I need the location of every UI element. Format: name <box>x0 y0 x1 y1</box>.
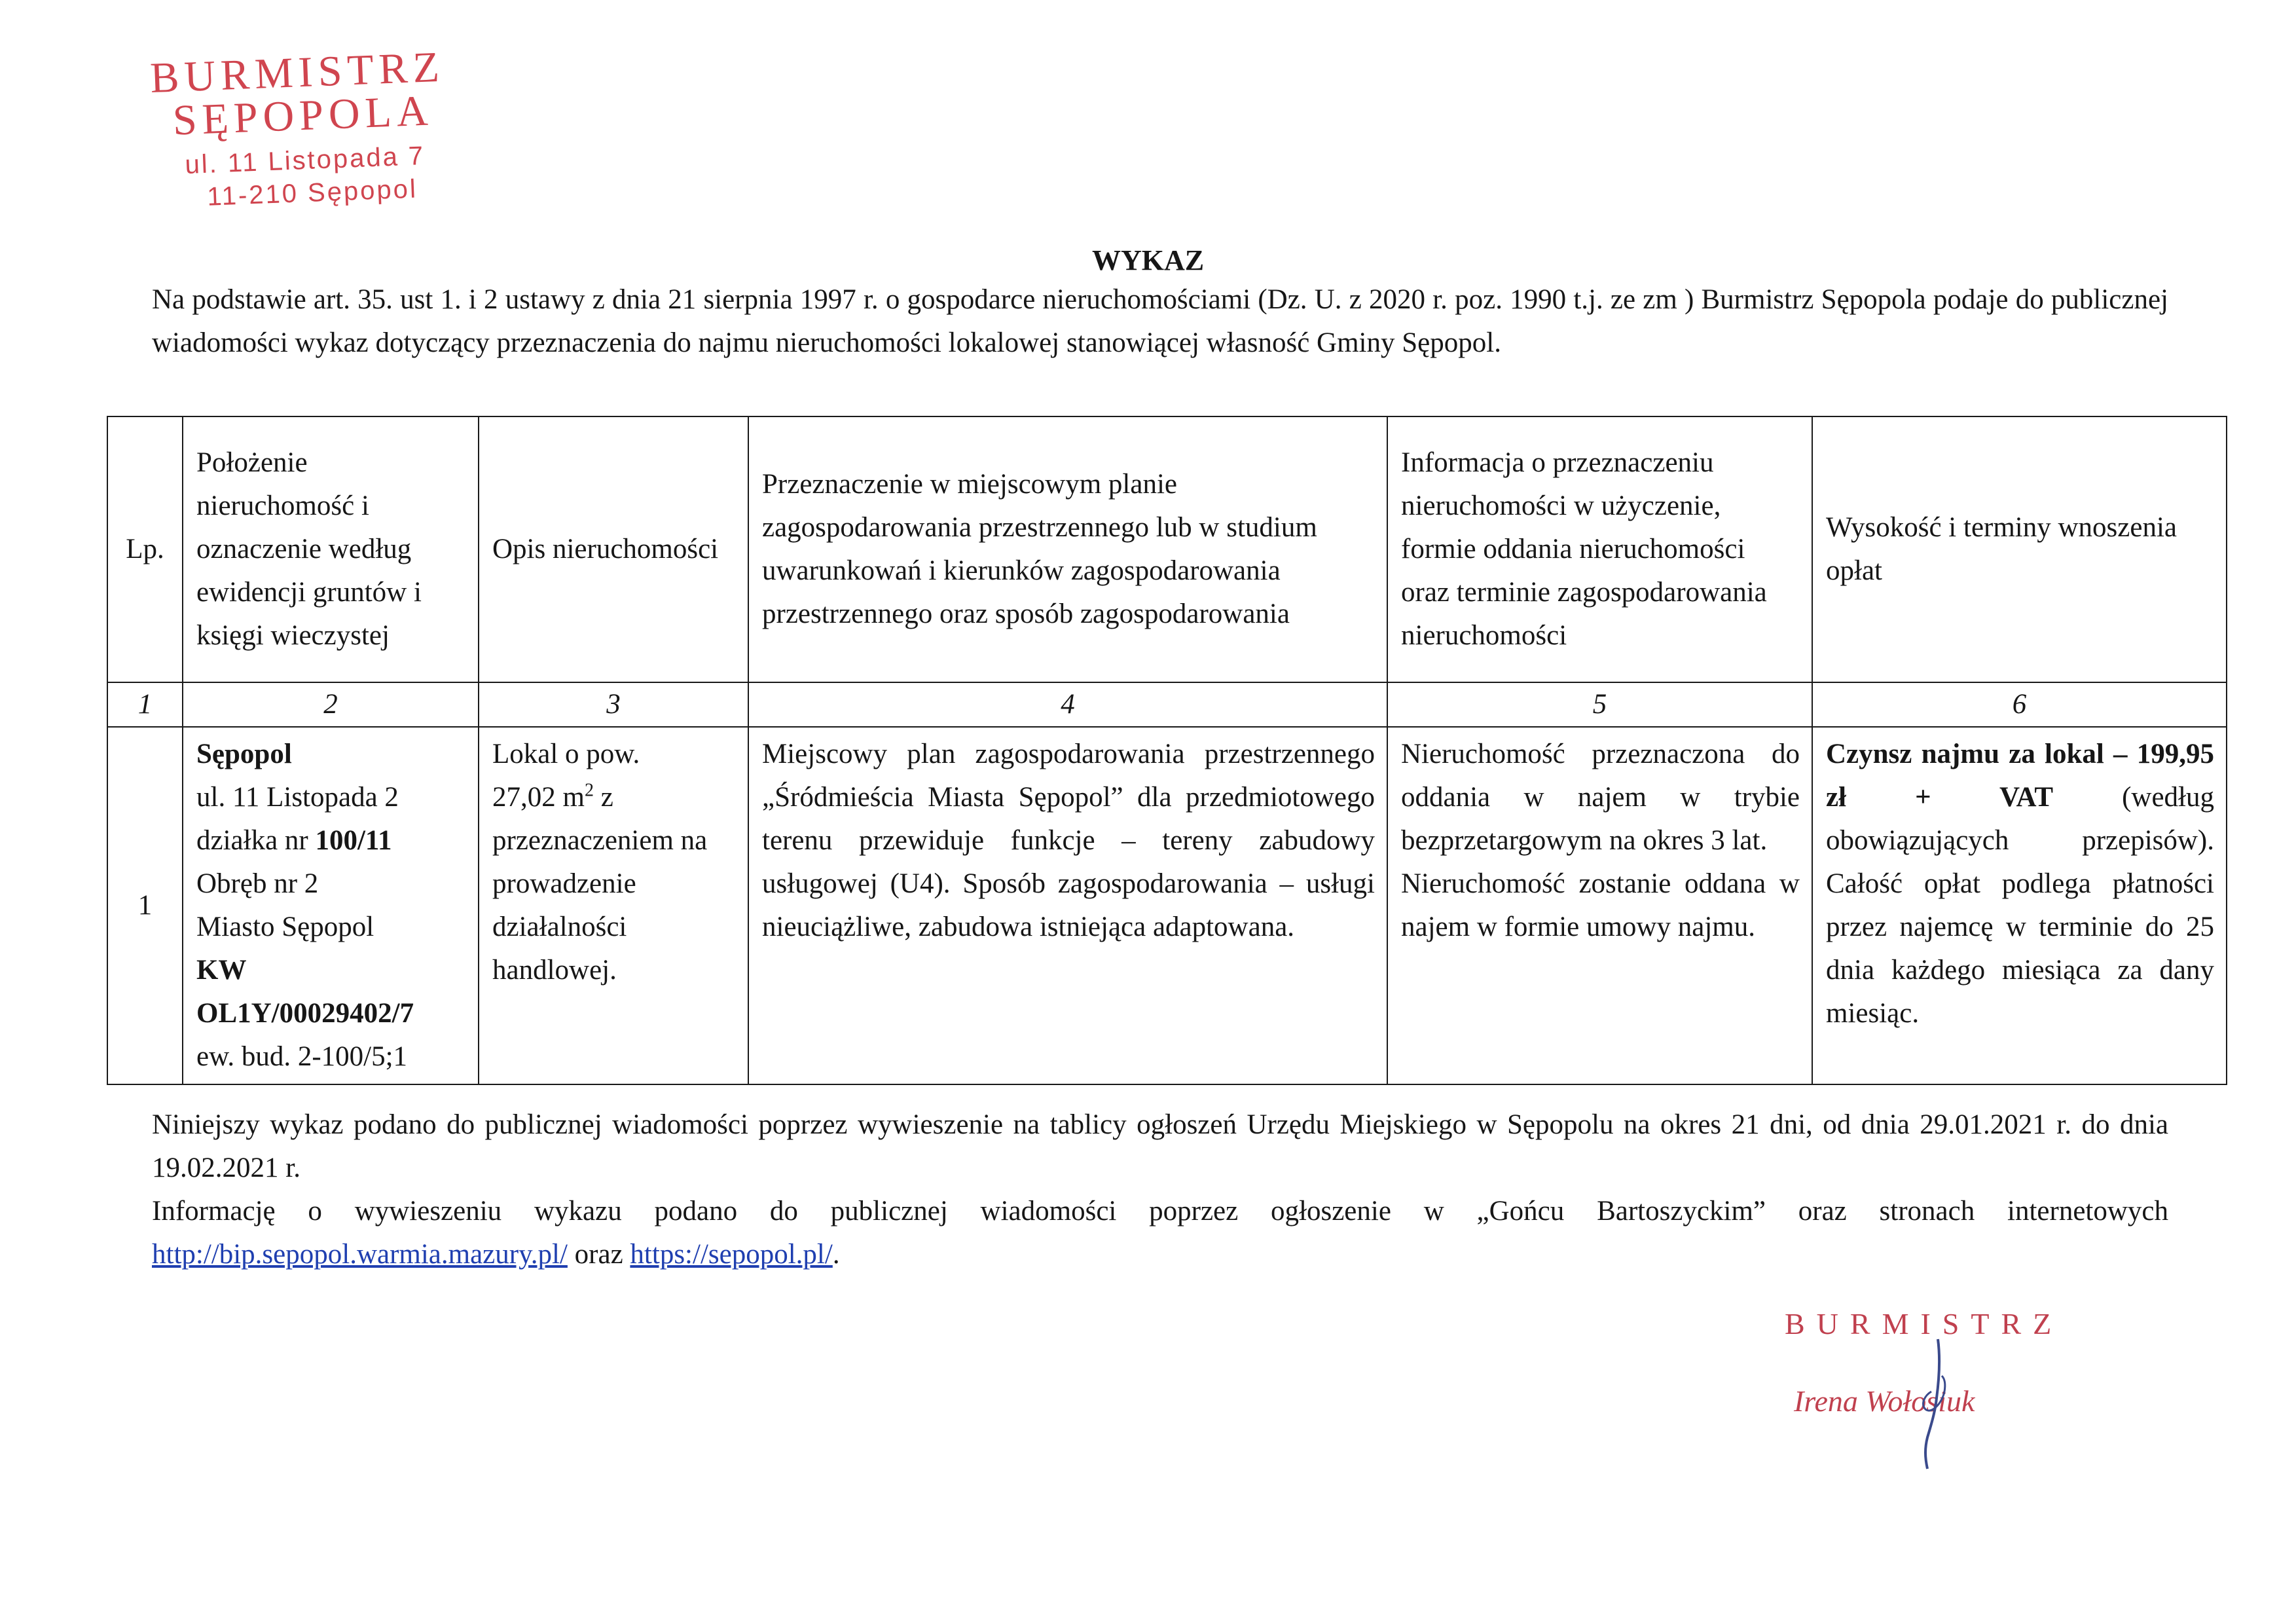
location-plot <box>196 819 466 862</box>
header-plan: Przeznaczenie w miejscowym planie zagospodarowania przestrzennego lub w studium uwarunkowań i kierunków zagospodarowania przestrzennego oraz sposób zagospodarowania <box>748 416 1387 682</box>
description-line: Lokal o pow. <box>492 739 640 769</box>
header-info: Informacja o przeznaczeniu nieruchomości w użyczenie, formie oddania nieruchomości oraz terminie zagospodarowania nieruchomości <box>1387 416 1812 682</box>
stamp-line-title: BURMISTRZ <box>149 43 446 102</box>
column-number: 4 <box>748 682 1387 727</box>
plot-prefix: działka nr <box>196 825 316 856</box>
header-location: Położenie nieruchomość i oznaczenie według ewidencji gruntów i księgi wieczystej <box>183 416 479 682</box>
row-plan: Miejscowy plan zagospodarowania przestrzennego „Śródmieścia Miasta Sępopol” dla przedmiotowego terenu przewiduje funkcje – tereny zabudowy usługowej (U4). Sposób zagospodarowania – usługi nieuciążliwe, zabudowa istniejąca adaptowana. <box>748 727 1387 1084</box>
website-link[interactable]: https://sepopol.pl/ <box>630 1239 833 1270</box>
stamp-line-street: ul. 11 Listopada 7 <box>184 141 426 180</box>
row-info <box>1387 727 1812 1084</box>
row-description <box>479 727 748 1084</box>
footer-paragraph-posting: Niniejszy wykaz podano do publicznej wiadomości poprzez wywieszenie na tablicy ogłoszeń Urzędu Miejskiego w Sępopolu na okres 21 dni, od dnia 29.01.2021 r. do dnia 19.02.2021 r. <box>152 1109 2168 1183</box>
table-row <box>107 727 2227 1084</box>
mayor-signature-stamp <box>1768 1306 2108 1477</box>
column-number: 2 <box>183 682 479 727</box>
footer-notice <box>152 1103 2168 1276</box>
official-stamp <box>149 40 516 212</box>
row-location <box>183 727 479 1084</box>
stamp-line-postcode: 11-210 Sępopol <box>206 174 418 212</box>
signature-title: BURMISTRZ <box>1785 1307 2064 1340</box>
column-number: 1 <box>107 682 183 727</box>
location-precinct: Obręb nr 2 <box>196 868 319 899</box>
column-number: 6 <box>1812 682 2227 727</box>
fee-terms: (według obowiązujących przepisów). Całość opłat podlega płatności przez najemcę w terminie do 25 dnia każdego miesiąca za dany miesiąc. <box>1826 782 2214 1029</box>
handwritten-signature-mark <box>1899 1320 1977 1477</box>
land-register-number: OL1Y/00029402/7 <box>196 998 414 1029</box>
area-suffix: z <box>593 782 613 813</box>
description-purpose: przeznaczeniem na prowadzenie działalności handlowej. <box>492 825 708 986</box>
row-lp: 1 <box>107 727 183 1084</box>
area-unit-exponent: 2 <box>584 780 594 801</box>
footer-paragraph-announcement <box>152 1190 2168 1276</box>
footer-period: . <box>832 1239 840 1270</box>
plot-number: 100/11 <box>315 825 392 856</box>
location-street: ul. 11 Listopada 2 <box>196 782 399 813</box>
header-lp: Lp. <box>107 416 183 682</box>
location-town: Sępopol <box>196 739 292 769</box>
table-header-row <box>107 416 2227 682</box>
column-number-row <box>107 682 2227 727</box>
intro-paragraph: Na podstawie art. 35. ust 1. i 2 ustawy z dnia 21 sierpnia 1997 r. o gospodarce nieruchomościami (Dz. U. z 2020 r. poz. 1990 t.j. ze zm ) Burmistrz Sępopola podaje do publicznej wiadomości wykaz dotyczący przeznaczenia do najmu nieruchomości lokalowej stanowiącej własność Gminy Sępopol. <box>152 284 2168 358</box>
header-description: Opis nieruchomości <box>479 416 748 682</box>
row-fees <box>1812 727 2227 1084</box>
document-title: WYKAZ <box>1091 244 1205 276</box>
bip-link[interactable]: http://bip.sepopol.warmia.mazury.pl/ <box>152 1239 568 1270</box>
column-number: 3 <box>479 682 748 727</box>
location-city: Miasto Sępopol <box>196 912 374 942</box>
link-separator: oraz <box>567 1239 630 1270</box>
property-table <box>107 416 2227 1085</box>
fee-amount: Czynsz najmu za lokal – 199,95 zł + VAT <box>1826 739 2214 813</box>
stamp-line-town: SĘPOPOLA <box>172 86 434 145</box>
announcement-text: Informację o wywieszeniu wykazu podano do publicznej wiadomości poprzez ogłoszenie w „Gońcu Bartoszyckim” oraz stronach internetowych <box>152 1196 2168 1227</box>
info-paragraph: Nieruchomość przeznaczona do oddania w najem w trybie bezprzetargowym na okres 3 lat. <box>1401 739 1800 856</box>
description-area <box>492 776 736 819</box>
land-register-label: KW <box>196 955 247 986</box>
building-record: ew. bud. 2-100/5;1 <box>196 1041 408 1072</box>
header-fees: Wysokość i terminy wnoszenia opłat <box>1812 416 2227 682</box>
column-number: 5 <box>1387 682 1812 727</box>
signature-name: Irena Wołosiuk <box>1794 1384 1975 1418</box>
info-paragraph: Nieruchomość zostanie oddana w najem w formie umowy najmu. <box>1401 868 1800 942</box>
area-value: 27,02 m <box>492 782 585 813</box>
